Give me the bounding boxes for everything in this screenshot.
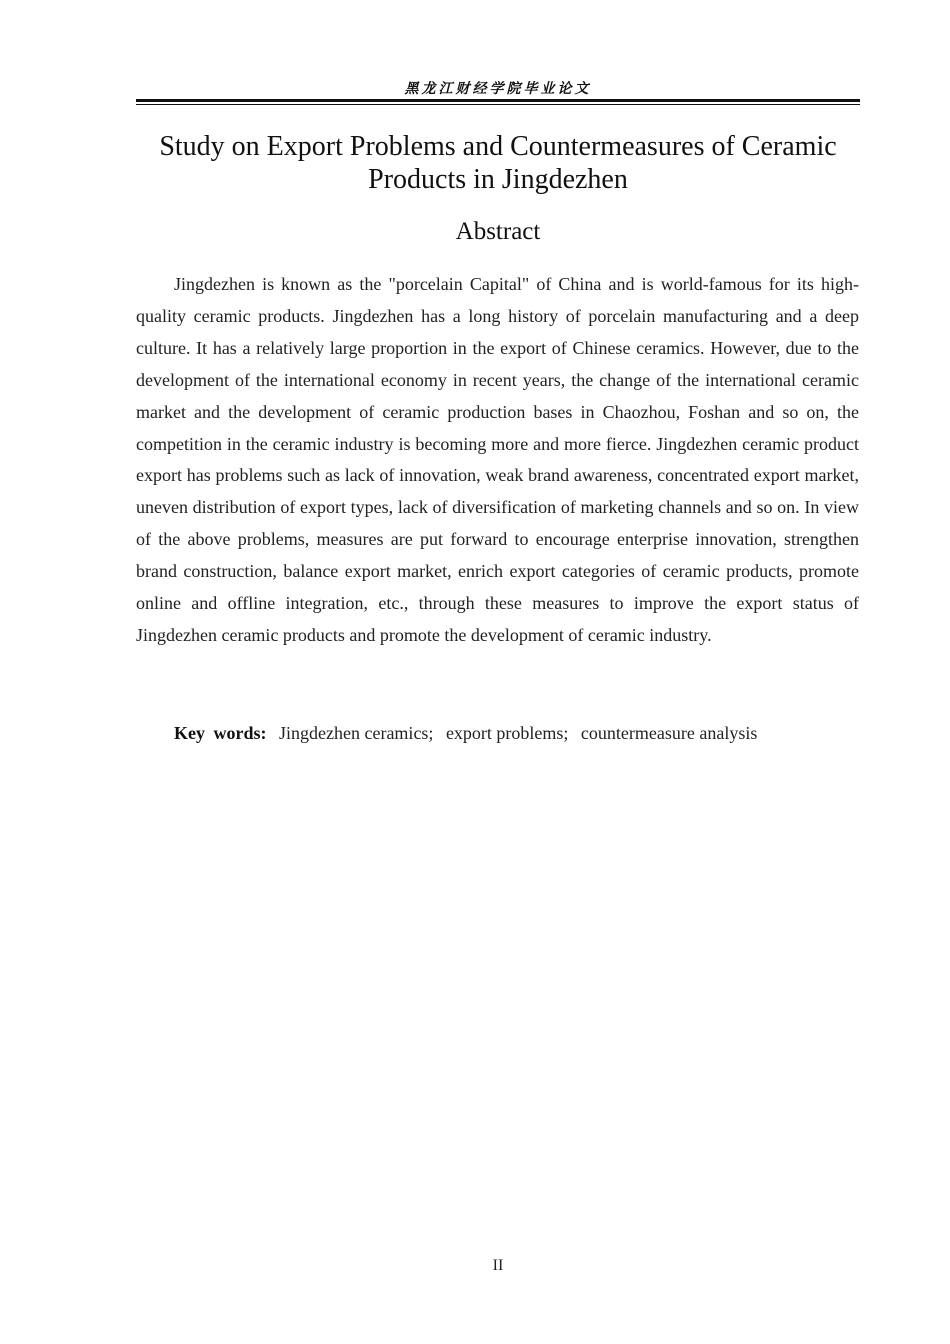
keyword-item: Jingdezhen ceramics; [279,723,434,743]
abstract-heading: Abstract [455,218,541,245]
keywords-line [174,718,860,748]
page-number: II [492,1257,504,1274]
running-header: 黑龙江财经学院毕业论文 [404,81,592,97]
header-rule-thick [136,99,860,102]
header-rule-thin [136,104,860,105]
paper-title: Study on Export Problems and Countermeasures of Ceramic Products in Jingdezhen [159,131,837,195]
keywords-label: Key words: [174,723,267,743]
keyword-item: countermeasure analysis [580,723,758,743]
abstract-body: Jingdezhen is known as the "porcelain Capital" of China and is world-famous for its high-quality ceramic products. Jingdezhen has a long history of porcelain manufacturing and a deep culture. It has a relatively large proportion in the export of Chinese ceramics. However, due to the development of the international economy in recent years, the change of the international ceramic market and the development of ceramic production bases in Chaozhou, Foshan and so on, the competition in the ceramic industry is becoming more and more fierce. Jingdezhen ceramic product export has problems such as lack of innovation, weak brand awareness, concentrated export market, uneven distribution of export types, lack of diversification of marketing channels and so on. In view of the above problems, measures are put forward to encourage enterprise innovation, strengthen brand construction, balance export market, enrich export categories of ceramic products, promote online and offline integration, etc., through these measures to improve the export status of Jingdezhen ceramic products and promote the development of ceramic industry. [136,274,859,645]
keyword-item: export problems; [445,723,569,743]
